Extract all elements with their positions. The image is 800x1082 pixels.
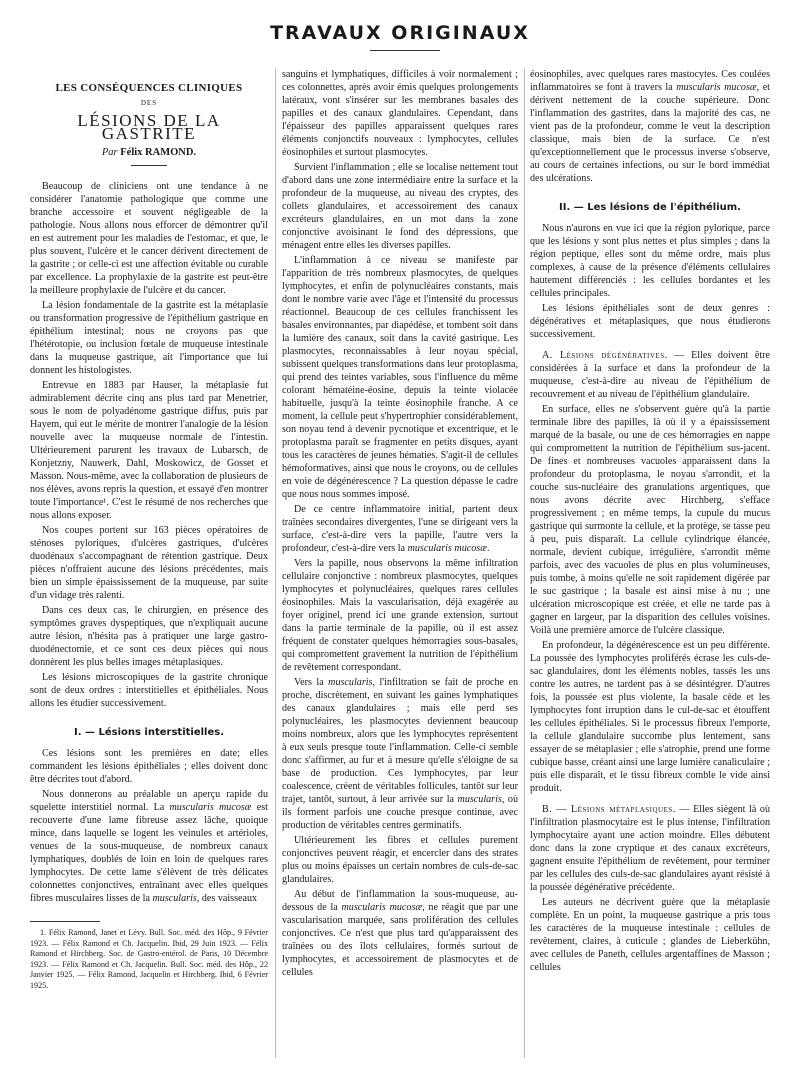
column-divider <box>275 68 276 1058</box>
paragraph: Vers la papille, nous observons la même infiltration cellulaire conjonctive : nombreux plasmocytes, quelques lymphocytes et polynucléaires, quelques rares cellules éosinophiles. Mais la vascularisation, déjà exagérée au foyer originel, prend ici une grande extension, surtout dans la partie terminale de la papille, où il est assez fréquent de constater quelques hémorragies sous-basales, qui compromettent gravement la nutrition de l'épithélium de revêtement correspondant. <box>282 558 518 673</box>
section-heading-epithelium: II. — Les lésions de l'épithélium. <box>559 202 741 213</box>
article-des: DES <box>140 99 158 107</box>
running-head: TRAVAUX ORIGINAUX <box>270 22 530 44</box>
author-prefix: Par <box>101 147 118 158</box>
column-2 <box>282 68 518 1080</box>
paragraph: En surface, elles ne s'observent guère qu'à la partie terminale libre des papilles, là où il y a épaississement marqué de la basale, ou une de ces hémorragies en nappe qui compromettent la nutrition de l'épithélium sus-jacent. De fines et nombreuses vacuoles apparaissent dans la profondeur du protoplasma, le noyau s'arrondit, et la couche sus-nucléaire des granulations argentiques, que nous avons décrite avec Hirchberg, s'efface progressivement ; en même temps, la cupule du mucus gastrique qui surmonte la cellule, et la protège, se tasse peu à peu, puis disparaît. La cellule cylindrique élancée, normale, devient cubique, irrégulière, s'arrondit même parfois, avec des vacuoles de plus en plus volumineuses, puis tombe, à moins qu'elle ne soit rapidement digérée par le suc gastrique ; la basale est ainsi mise à nu ; une ulcération microscopique est créée, et elle ne tarde pas à gagner en largeur, par la disparition des cellules voisines. Voilà une première amorce de l'ulcère classique. <box>530 404 770 636</box>
paragraph: Les auteurs ne décrivent guère que la métaplasie complète. En un point, la muqueuse gastrique a pris tous les caractères de la muqueuse intestinale : cellules de revêtement, claires, à cuticule ; glandes de Lieberkühn, avec cellules de Paneth, cellules argentaffines de Masson ; cellules <box>530 897 770 973</box>
author-rule <box>131 165 167 166</box>
paragraph: En profondeur, la dégénérescence est un peu différente. La poussée des lymphocytes proliférés écrase les culs-de-sac glandulaires, dont les éléments nobles, tassés les uns contre les autres, ne tardent pas à se désintégrer. D'autres fois, la poussée est plus violente, la basale cède et les lymphocytes font irruption dans le cul-de-sac et étouffent les cellules épithéliales. Si le processus fibreux l'emporte, la cellule glandulaire succombe plus lentement, sans essayer de se métaplasier ; elle s'atrophie, prend une forme cubique basse, créant ainsi une large lumière canaliculaire ; puis elle disparaît, et le tissu fibreux comble le vide ainsi produit. <box>530 640 770 794</box>
paragraph: sanguins et lymphatiques, difficiles à voir normalement ; ces colonnettes, après avoir émis quelques prolongements latéraux, vont s'insérer sur les membranes basales des papilles et des canaux glandulaires. Cependant, dans l'épaisseur des papilles apparaissent quelques rares éléments conjonctifs nouveaux : lymphocytes, cellules éosinophiles et surtout plasmocytes. <box>282 69 518 158</box>
paragraph: Nous donnerons au préalable un aperçu rapide du squelette interstitiel normal. La muscularis mucosæ est recouverte d'une lame fibreuse assez lâche, quoique mince, dans laquelle se logent les veinules et artérioles, venues de la sous-muqueuse, de nombreux canaux lymphatiques, doublés de loin en loin de quelques rares lymphocytes. De cette lame s'élèvent de très délicates colonnettes conjonctives, entraînant avec elles quelques fibres musculaires lisses de la muscularis, des vaisseaux <box>30 789 268 904</box>
author-name: Félix RAMOND. <box>120 147 197 158</box>
paragraph: Nos coupes portent sur 163 pièces opératoires de sténoses pyloriques, d'ulcères gastriques, d'ulcères duodénaux s'accompagnant de rétention gastrique. Deux pièces n'offraient aucune des lésions précédentes, mais bien un simple épaississement de la muqueuse, par suite d'un vidage très ralenti. <box>30 525 268 601</box>
paragraph: Beaucoup de cliniciens ont une tendance à ne considérer l'anatomie pathologique que comme une branche accessoire et souvent négligeable de la pathologie. Nous allons nous efforcer de démontrer qu'il en est autrement pour les maladies de l'estomac, et que, le plus souvent, l'ulcère et le cancer dérivent directement de la gastrite ; or celle-ci est une affection évitable ou curable par excellence. La prophylaxie de la gastrite est peut-être la meilleure prophylaxie de l'ulcère et du cancer. <box>30 181 268 296</box>
paragraph: Au début de l'inflammation la sous-muqueuse, au-dessous de la muscularis mucosæ, ne réagit que par une vascularisation marquée, sans prolifération des cellules conjonctives. Ce n'est que plus tard qu'apparaissent des traînées ou des îlots cellulaires, formés surtout de lymphocytes, et accessoirement de plasmocytes et de cellules <box>282 889 518 978</box>
paragraph: A. Lésions dégénératives. — Elles doivent être considérées à la surface et dans la profondeur de la muqueuse, c'est-à-dire au niveau de l'épithélium de recouvrement et au niveau de l'épithélium glandulaire. <box>530 350 770 400</box>
paragraph: Les lésions épithéliales sont de deux genres : dégénératives et métaplasiques, que nous étudierons successivement. <box>530 303 770 340</box>
article-kicker: LES CONSÉQUENCES CLINIQUES <box>55 82 243 94</box>
article-title: LÉSIONS DE LA GASTRITE <box>77 111 221 143</box>
article-author <box>30 146 268 159</box>
column-1 <box>30 68 268 1070</box>
paragraph: Survient l'inflammation ; elle se localise nettement tout d'abord dans une zone intermédiaire entre la surface et la profondeur de la muqueuse, au niveau des cryptes, des collets glandulaires, et accessoirement des canaux excréteurs glandulaires, en un mot dans la zone conjonctive avoisinant le fond des dépressions, que ménagent entre elles les diverses papilles. <box>282 162 518 251</box>
paragraph: L'inflammation à ce niveau se manifeste par l'apparition de très nombreux plasmocytes, de quelques lymphocytes, et enfin de polynucléaires constants, mais dont le nombre varie avec l'âge et l'intensité du processus réactionnel. Beaucoup de ces cellules franchissent les basales environnantes, par diapédèse, et tombent soit dans la lumière des canaux, soit dans la cavité gastrique. Les plasmocytes, reconnaissables à leur noyau spécial, subissent quelques transformations dans leur protoplasma, qui prend des teintes variables, sous l'influence du même colorant hématéine-éosine, depuis la teinte violacée habituelle, jusqu'à la teinte éosinophile franche. A ce moment, la cellule peut s'hypertrophier considérablement, son noyau tend à devenir pycnotique et excentrique, et le protoplasma paraît se fragmenter en petits disques, ayant tous les caractères de jeunes hématies. S'agit-il de cellules hémoformatives, ainsi que nous le croyons, ou de cellules en voie de dégénérescence ? La question dépasse le cadre que nous nous sommes imposé. <box>282 255 518 500</box>
subsection-label-a: A. Lésions dégénératives. <box>542 350 668 361</box>
column-3 <box>530 68 770 1080</box>
paragraph: éosinophiles, avec quelques rares mastocytes. Ces coulées inflammatoires se font à travers la muscularis mucosæ, et dérivent nettement de la couche supérieure. Donc l'inflammation des gastrites, dans la majorité des cas, ne vient pas de la profondeur, comme le veut la description classique, mais bien de la surface. Ce n'est qu'exceptionnellement que le processus inverse s'observe, au cours de certaines infections, ou sur le bord immédiat des ulcérations. <box>530 69 770 184</box>
column-divider <box>524 68 525 1058</box>
paragraph: Nous n'aurons en vue ici que la région pylorique, parce que les lésions y sont plus nettes et plus simples ; dans la région peptique, elles sont du même ordre, mais plus complexes, à cause de la présence d'éléments cellulaires hautement différenciés : les cellules bordantes et les cellules principales. <box>530 223 770 299</box>
footnote-rule <box>30 921 100 922</box>
paragraph: Ces lésions sont les premières en date; elles commandent les lésions épithéliales ; elles doivent donc être décrites tout d'abord. <box>30 748 268 785</box>
paragraph: De ce centre inflammatoire initial, partent deux traînées secondaires divergentes, l'une se dirigeant vers la surface, c'est-à-dire vers la papille, l'autre vers la profondeur, c'est-à-dire vers la muscularis mucosæ. <box>282 504 518 554</box>
paragraph: Les lésions microscopiques de la gastrite chronique sont de deux ordres : interstitielles et épithéliales. Nous allons les étudier successivement. <box>30 672 268 709</box>
running-head-rule <box>370 50 440 51</box>
paragraph: Entrevue en 1883 par Hauser, la métaplasie fut admirablement décrite cinq ans plus tard par Menetrier, sous le nom de polyadénome gastrique diffus, puis par Hayem, qui eut le mérite de montrer l'analogie de la lésion nouvelle avec la muqueuse normale de l'intestin. Ultérieurement parurent les travaux de Lubarsch, de Konjetzny, Nauwerk, Dahl, Moskowicz, de Gosset et Masson. Nous-même, avec la collaboration de plusieurs de nos élèves, avons repris la question, et essayé d'en montrer toute l'importance¹. C'est le résumé de nos recherches que nous allons exposer. <box>30 380 268 521</box>
paragraph: Vers la muscularis, l'infiltration se fait de proche en proche, discrètement, en suivant les gaines lymphatiques des canaux glandulaires ; mais elle perd ses polynucléaires, les plasmocytes deviennent beaucoup moins nombreux, alors que les lymphocytes représentent à eux seuls presque toute l'inflammation. Celle-ci semble donc s'affirmer, au fur et à mesure qu'elle s'éloigne de sa base de production. Ces lymphocytes, par leur coalescence, créent de véritables follicules, tantôt sur leur trajet, tantôt, surtout, à leur arrivée sur la muscularis, où ils forment parfois une couche presque continue, avec production de véritables centres germinatifs. <box>282 677 518 831</box>
footnote: 1. Félix Ramond, Janet et Lévy. Bull. Soc. méd. des Hôp., 9 Février 1923. — Félix Ramond et Ch. Jacquelin. Ibid, 29 Juin 1923. — Félix Ramond et Hirchberg. Soc. de Gastro-entérol. de Paris, 10 Décembre 1923. — Félix Ramond et Ch. Jacquelin. Bull. Soc. méd. des Hôp., 22 Janvier 1925. — Félix Ramond, Jacquelin et Hirchberg. Ibid, 6 Février 1925. <box>30 928 268 990</box>
paragraph: Ultérieurement les fibres et cellules purement conjonctives peuvent réagir, et encercler dans des strates plus ou moins épaisses un certain nombres de culs-de-sac glandulaires. <box>282 835 518 885</box>
paragraph: B. — Lésions métaplasiques. — Elles siègent là où l'infiltration plasmocytaire est le plus intense, l'infiltration lymphocytaire ayant une action moindre. Elles débutent donc dans la zone cryptique et des canaux excréteurs, gagnent ensuite l'épithélium de revêtement, pour terminer par les cellules des culs-de-sac glandulaires ayant résisté à la poussée dégénérative précédente. <box>530 804 770 893</box>
subsection-label-b: B. — Lésions métaplasiques. <box>542 804 676 815</box>
section-heading-interstitial: I. — Lésions interstitielles. <box>73 727 225 738</box>
paragraph: La lésion fondamentale de la gastrite est la métaplasie ou transformation progressive de l'épithélium gastrique en épithélium intestinal; nous ne croyons pas que l'hétérotopie, ou inclusion fœtale de muqueuse intestinale dans la muqueuse gastrique, ait l'importance que lui donnent les histologistes. <box>30 300 268 376</box>
paragraph: Dans ces deux cas, le chirurgien, en présence des symptômes graves dyspeptiques, que n'expliquait aucune autre lésion, n'hésita pas à pratiquer une large gastro-duodénectomie, et ce sont ces deux pièces qui nous donnèrent les plus belles images métaplasiques. <box>30 605 268 668</box>
